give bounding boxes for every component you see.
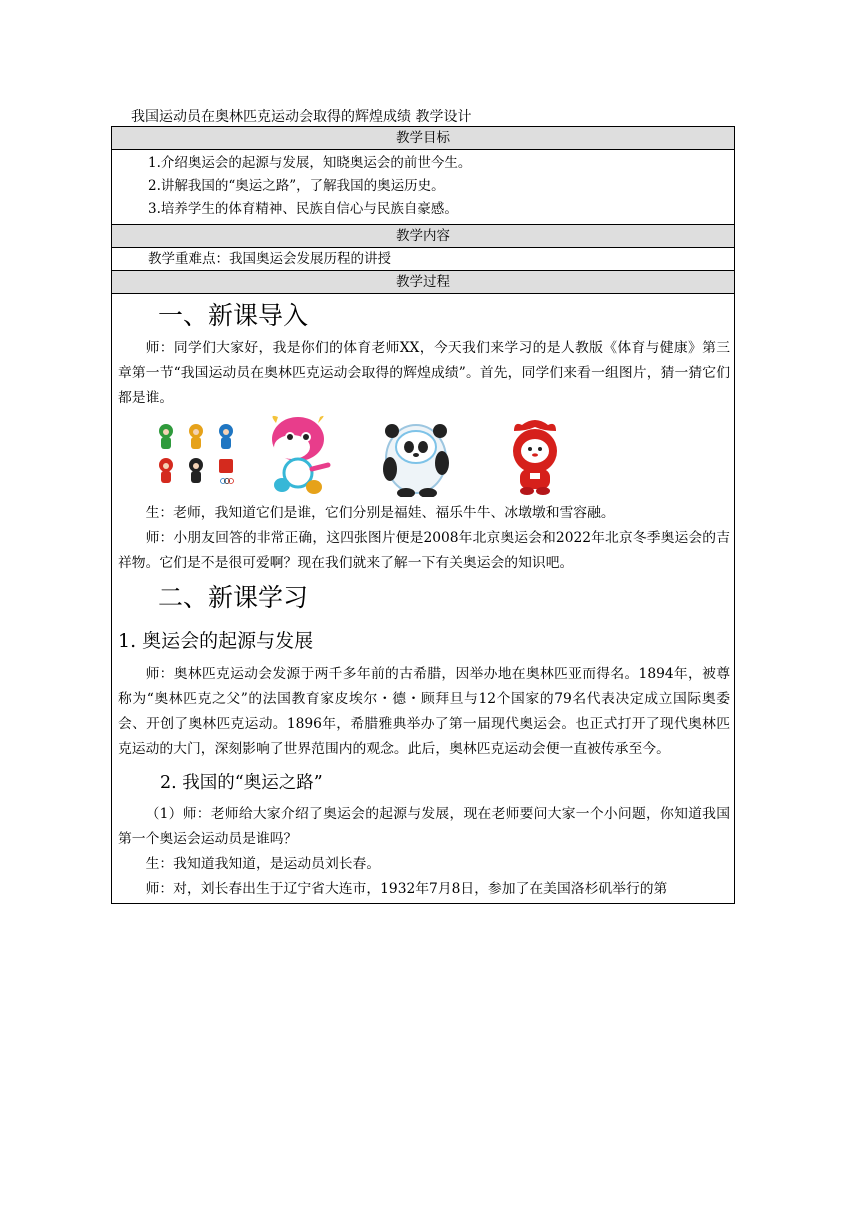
objectives-list <box>112 150 734 225</box>
objective-item: 1.介绍奥运会的起源与发展，知晓奥运会的前世今生。 <box>148 155 472 171</box>
content-header: 教学内容 <box>112 225 734 248</box>
section-title-new-lesson: 二、新课学习 <box>158 583 309 612</box>
mascot-images <box>112 415 734 499</box>
subsection-title-olympic-road: 2. 我国的“奥运之路” <box>160 773 323 793</box>
olympic-road-paragraph-2: 生：我知道我知道，是运动员刘长春。 <box>145 856 381 872</box>
fule-niuniu-image <box>260 413 338 499</box>
intro-paragraph: 师：同学们大家好，我是你们的体育老师XX，今天我们来学习的是人教版《体育与健康》第三章第一节“我国运动员在奥林匹克运动会取得的辉煌成绩”。首先，同学们来看一组图片，猜一猜它们都是谁。 <box>118 340 730 406</box>
section-title-intro: 一、新课导入 <box>158 301 309 330</box>
olympic-road-paragraph-3: 师：对，刘长春出生于辽宁省大连市，1932年7月8日，参加了在美国洛杉矶举行的第 <box>145 881 668 897</box>
process-body <box>112 294 734 903</box>
bing-dwen-dwen-image <box>378 417 454 497</box>
objective-item: 3.培养学生的体育精神、民族自信心与民族自豪感。 <box>148 201 458 217</box>
document-title: 我国运动员在奥林匹克运动会取得的辉煌成绩 教学设计 <box>131 109 472 125</box>
subsection-title-origin: 1. 奥运会的起源与发展 <box>118 630 314 652</box>
objective-item: 2.讲解我国的“奥运之路”，了解我国的奥运历史。 <box>148 178 445 194</box>
key-point: 教学重难点：我国奥运会发展历程的讲授 <box>112 248 734 271</box>
teacher-reply: 师：小朋友回答的非常正确，这四张图片便是2008年北京奥运会和2022年北京冬季奥运会的吉祥物。它们是不是很可爱啊？现在我们就来了解一下有关奥运会的知识吧。 <box>118 530 730 571</box>
origin-paragraph: 师：奥林匹克运动会发源于两千多年前的古希腊，因举办地在奥林匹亚而得名。1894年，被尊称为“奥林匹克之父”的法国教育家皮埃尔・德・顾拜旦与12个国家的79名代表决定成立国际奥委会、开创了奥林匹克运动。1896年，希腊雅典举办了第一届现代奥运会。也正式打开了现代奥林匹克运动的大门，深刻影响了世界范围内的观念。此后，奥林匹克运动会便一直被传承至今。 <box>118 666 730 757</box>
objectives-header: 教学目标 <box>112 127 734 150</box>
process-header: 教学过程 <box>112 271 734 294</box>
olympic-road-paragraph-1: （1）师：老师给大家介绍了奥运会的起源与发展，现在老师要问大家一个小问题，你知道我国第一个奥运会运动员是谁吗？ <box>118 806 730 847</box>
fuwa-mascots-image <box>152 421 246 493</box>
lesson-plan-table <box>111 126 735 904</box>
shuey-rhon-rhon-image <box>504 417 566 497</box>
student-answer: 生：老师，我知道它们是谁，它们分别是福娃、福乐牛牛、冰墩墩和雪容融。 <box>145 505 615 521</box>
